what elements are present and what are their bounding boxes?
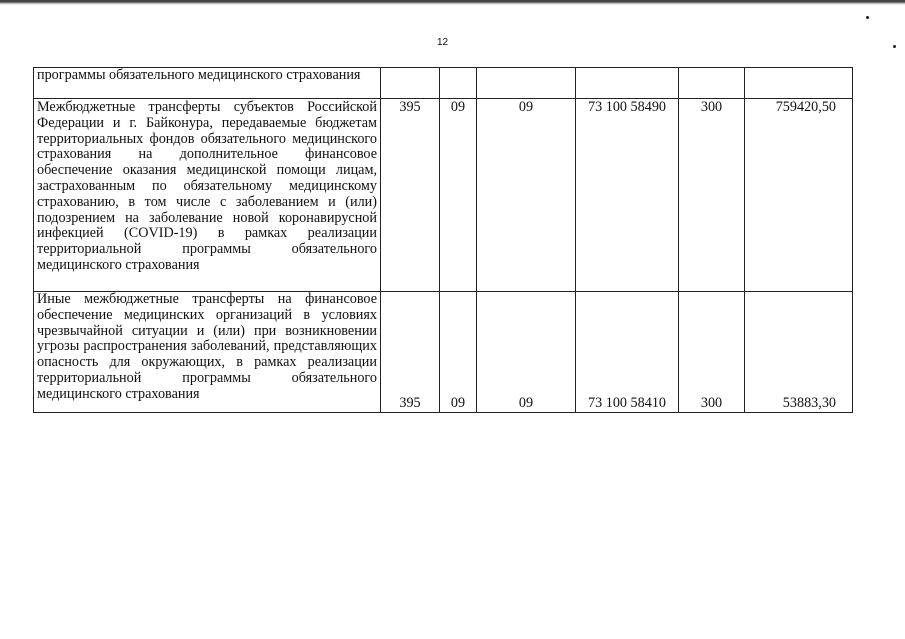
ministry-code-cell: 395 [381,292,440,413]
target-item-cell: 73 100 58410 [576,292,679,413]
expense-type-cell [679,68,745,99]
ministry-code-cell: 395 [381,99,440,292]
section-code-cell: 09 [440,99,477,292]
amount-cell: 53883,30 [745,292,853,413]
section-code-cell [440,68,477,99]
expense-type-cell: 300 [679,99,745,292]
subsection-code-cell: 09 [477,99,576,292]
description-cell: программы обязательного медицинского страхования [34,68,381,99]
amount-cell [745,68,853,99]
subsection-code-cell [477,68,576,99]
subsection-code-cell: 09 [477,292,576,413]
target-item-cell [576,68,679,99]
table-row [34,68,853,99]
page-top-edge [0,0,905,5]
target-item-cell: 73 100 58490 [576,99,679,292]
table-row [34,99,853,292]
ministry-code-cell [381,68,440,99]
section-code-cell: 09 [440,292,477,413]
description-cell: Межбюджетные трансферты субъектов Российской Федерации и г. Байконура, передаваемые бюджетам территориальных фондов обязательного медицинского страхования на дополнительное финансовое обеспечение оказания медицинской помощи лицам, застрахованным по обязательному медицинскому страхованию, в том числе с заболеванием и (или) подозрением на заболевание новой коронавирусной инфекцией (COVID-19) в рамках реализации территориальной программы обязательного медицинского страхования [34,99,381,292]
scan-speck [866,16,869,19]
scan-speck [893,45,896,48]
table-row [34,292,853,413]
budget-table [33,67,853,413]
expense-type-cell: 300 [679,292,745,413]
page-number: 12 [436,37,449,48]
description-cell: Иные межбюджетные трансферты на финансовое обеспечение медицинских организаций в условиях чрезвычайной ситуации и (или) при возникновении угрозы распространения заболеваний, представляющих опасность для окружающих, в рамках реализации территориальной программы обязательного медицинского страхования [34,292,381,413]
amount-cell: 759420,50 [745,99,853,292]
